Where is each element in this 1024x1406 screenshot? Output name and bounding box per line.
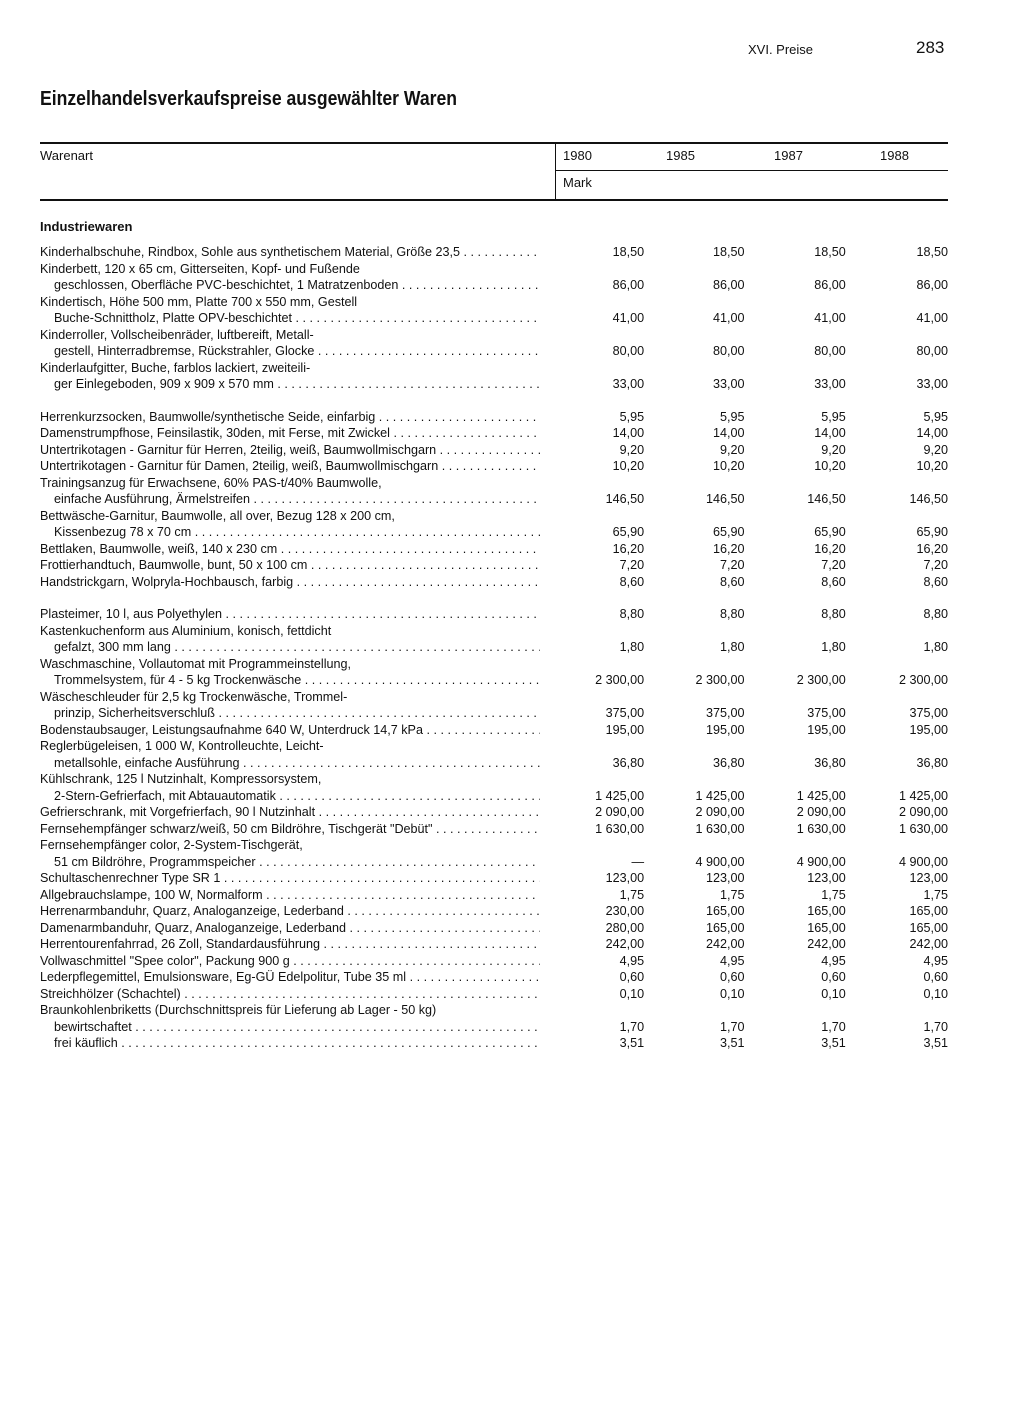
item-description bbox=[40, 738, 540, 771]
price-table bbox=[40, 218, 948, 1052]
price-cell-1988: 10,20 bbox=[916, 459, 948, 473]
price-cell-1980: 1 425,00 bbox=[595, 788, 645, 803]
item-description-line: Bettwäsche-Garnitur, Baumwolle, all over, Bezug 128 x 200 cm, bbox=[40, 508, 395, 523]
price-cell-1987: 65,90 bbox=[814, 525, 846, 539]
item-description bbox=[40, 969, 540, 986]
price-cell-1985: 4 900,00 bbox=[695, 854, 745, 869]
table-row bbox=[40, 458, 948, 475]
item-description bbox=[40, 722, 540, 739]
item-description bbox=[40, 327, 540, 360]
item-description-line: geschlossen, Oberfläche PVC-beschichtet, 1 Matratzenboden . . . bbox=[40, 277, 540, 294]
item-description bbox=[40, 442, 540, 459]
price-cell-1988: 33,00 bbox=[916, 377, 948, 391]
price-cell-1985: 8,80 bbox=[719, 607, 745, 621]
table-row bbox=[40, 327, 948, 360]
item-description-line: 2-Stern-Gefrierfach, mit Abtauautomatik . . . bbox=[40, 788, 540, 805]
table-row bbox=[40, 557, 948, 574]
price-cell-1985: 3,51 bbox=[719, 1036, 745, 1050]
item-description bbox=[40, 837, 540, 870]
price-cell-1987: 1 425,00 bbox=[796, 788, 846, 803]
item-description bbox=[40, 261, 540, 294]
item-description bbox=[40, 804, 540, 821]
price-cell-1985: 7,20 bbox=[719, 558, 745, 572]
unit-label: Mark bbox=[563, 175, 592, 190]
price-cell-1980: 16,20 bbox=[612, 541, 645, 556]
column-header-1985: 1985 bbox=[666, 148, 695, 163]
column-header-warenart: Warenart bbox=[40, 148, 93, 163]
price-cell-1987: 2 300,00 bbox=[796, 673, 846, 687]
price-cell-1988: 1 425,00 bbox=[898, 788, 948, 803]
price-cell-1987: 165,00 bbox=[807, 904, 846, 918]
table-row bbox=[40, 261, 948, 294]
price-cell-1980: 0,60 bbox=[619, 970, 645, 984]
price-cell-1987: 14,00 bbox=[814, 426, 846, 440]
price-cell-1988: 1,80 bbox=[923, 640, 948, 654]
item-description bbox=[40, 887, 540, 904]
item-description bbox=[40, 903, 540, 920]
item-description bbox=[40, 508, 540, 541]
price-cell-1985: 14,00 bbox=[712, 426, 745, 440]
price-cell-1985: 86,00 bbox=[712, 278, 745, 292]
price-cell-1980: 230,00 bbox=[605, 904, 645, 918]
price-cell-1987: 1,70 bbox=[821, 1019, 846, 1034]
item-description-line: Damenstrumpfhose, Feinsilastik, 30den, mit Ferse, mit Zwickel . . . bbox=[40, 425, 540, 442]
price-cell-1980: 80,00 bbox=[612, 344, 645, 358]
price-cell-1980: 65,90 bbox=[612, 525, 645, 539]
price-cell-1987: 8,80 bbox=[821, 607, 846, 621]
table-row bbox=[40, 425, 948, 442]
table-row bbox=[40, 887, 948, 904]
price-cell-1980: 146,50 bbox=[605, 492, 645, 506]
price-cell-1988: 41,00 bbox=[916, 311, 948, 325]
item-description bbox=[40, 606, 540, 623]
price-cell-1987: 41,00 bbox=[814, 311, 846, 325]
price-cell-1980: 1,70 bbox=[619, 1019, 645, 1034]
item-description bbox=[40, 557, 540, 574]
price-cell-1985: 1,70 bbox=[719, 1019, 745, 1034]
price-cell-1980: 2 090,00 bbox=[595, 805, 645, 819]
price-cell-1988: 5,95 bbox=[923, 409, 948, 424]
table-row bbox=[40, 360, 948, 393]
item-description bbox=[40, 409, 540, 426]
price-cell-1988: 80,00 bbox=[916, 344, 948, 358]
price-cell-1988: 123,00 bbox=[909, 871, 948, 885]
price-cell-1980: 41,00 bbox=[612, 311, 645, 325]
item-description bbox=[40, 294, 540, 327]
price-cell-1980: 4,95 bbox=[619, 953, 645, 968]
item-description-line: gefalzt, 300 mm lang . . . bbox=[40, 639, 540, 656]
price-cell-1980: 8,80 bbox=[619, 607, 645, 621]
item-description-line: ger Einlegeboden, 909 x 909 x 570 mm . . . bbox=[40, 376, 540, 393]
item-description-line: Untertrikotagen - Garnitur für Herren, 2teilig, weiß, Baumwollmischgarn . . . bbox=[40, 442, 540, 459]
item-description-line: Herrenarmbanduhr, Quarz, Analoganzeige, Lederband . . . bbox=[40, 903, 540, 920]
column-divider bbox=[555, 142, 556, 200]
price-cell-1988: 8,80 bbox=[923, 607, 948, 621]
price-cell-1987: 3,51 bbox=[821, 1036, 846, 1050]
price-cell-1985: 242,00 bbox=[705, 937, 745, 951]
price-cell-1980: 9,20 bbox=[619, 442, 645, 457]
price-cell-1987: 0,10 bbox=[821, 986, 846, 1001]
price-cell-1988: 146,50 bbox=[909, 492, 948, 506]
price-cell-1987: 165,00 bbox=[807, 920, 846, 935]
price-cell-1988: 9,20 bbox=[923, 442, 948, 457]
price-cell-1985: 4,95 bbox=[719, 953, 745, 968]
item-description bbox=[40, 1035, 540, 1052]
price-cell-1985: 41,00 bbox=[712, 311, 745, 325]
item-description-line: Damenarmbanduhr, Quarz, Analoganzeige, Lederband . . . bbox=[40, 920, 540, 937]
item-description-line: Frottierhandtuch, Baumwolle, bunt, 50 x 100 cm . . . bbox=[40, 557, 540, 574]
price-cell-1985: 1 630,00 bbox=[695, 821, 745, 836]
price-cell-1988: 375,00 bbox=[909, 706, 948, 720]
item-description-line: Waschmaschine, Vollautomat mit Programmeinstellung, bbox=[40, 656, 352, 671]
price-cell-1987: 80,00 bbox=[814, 344, 846, 358]
item-description-line: einfache Ausführung, Ärmelstreifen . . . bbox=[40, 491, 540, 508]
item-description-line: Plasteimer, 10 l, aus Polyethylen . . . bbox=[40, 606, 540, 623]
price-cell-1985: 65,90 bbox=[712, 525, 745, 539]
price-cell-1988: 165,00 bbox=[909, 904, 948, 918]
item-description bbox=[40, 771, 540, 804]
price-cell-1985: 195,00 bbox=[705, 722, 745, 737]
price-cell-1987: 375,00 bbox=[807, 706, 846, 720]
table-row bbox=[40, 1035, 948, 1052]
item-description-line: Lederpflegemittel, Emulsionsware, Eg-GÜ Edelpolitur, Tube 35 ml . . . bbox=[40, 969, 540, 986]
item-description bbox=[40, 360, 540, 393]
price-cell-1985: 1,75 bbox=[719, 887, 745, 902]
page-number: 283 bbox=[916, 38, 945, 57]
price-cell-1988: 16,20 bbox=[916, 541, 948, 556]
table-row bbox=[40, 920, 948, 937]
item-description-line: Kinderroller, Vollscheibenräder, luftbereift, Metall- bbox=[40, 327, 314, 342]
table-row bbox=[40, 656, 948, 689]
price-cell-1988: 195,00 bbox=[909, 722, 948, 737]
price-cell-1988: 0,10 bbox=[923, 986, 948, 1001]
table-top-rule bbox=[40, 142, 948, 144]
table-row bbox=[40, 722, 948, 739]
item-description bbox=[40, 953, 540, 970]
price-cell-1988: 2 090,00 bbox=[898, 805, 948, 819]
price-cell-1988: 36,80 bbox=[916, 755, 948, 770]
item-description-line: Untertrikotagen - Garnitur für Damen, 2teilig, weiß, Baumwollmischgarn . . . bbox=[40, 458, 540, 475]
price-cell-1988: 4 900,00 bbox=[898, 854, 948, 869]
table-row bbox=[40, 541, 948, 558]
price-cell-1987: 7,20 bbox=[821, 558, 846, 572]
table-row bbox=[40, 442, 948, 459]
price-cell-1987: 123,00 bbox=[807, 871, 846, 885]
table-row bbox=[40, 574, 948, 591]
price-cell-1987: 9,20 bbox=[821, 442, 846, 457]
group-spacer bbox=[40, 393, 948, 409]
table-row bbox=[40, 804, 948, 821]
price-cell-1980: 280,00 bbox=[605, 920, 645, 935]
item-description bbox=[40, 475, 540, 508]
price-cell-1985: 1 425,00 bbox=[695, 788, 745, 803]
price-cell-1980: 18,50 bbox=[612, 245, 645, 259]
column-header-1987: 1987 bbox=[774, 148, 803, 163]
price-cell-1980: 8,60 bbox=[619, 574, 645, 589]
item-description-line: 51 cm Bildröhre, Programmspeicher . . . bbox=[40, 854, 540, 871]
price-cell-1988: 3,51 bbox=[923, 1036, 948, 1050]
item-description-line: Vollwaschmittel "Spee color", Packung 900 g . . . bbox=[40, 953, 540, 970]
item-description-line: Trommelsystem, für 4 - 5 kg Trockenwäsche . . . bbox=[40, 672, 540, 689]
price-cell-1985: 5,95 bbox=[719, 409, 745, 424]
price-cell-1980: 1,80 bbox=[619, 640, 645, 654]
price-cell-1985: 36,80 bbox=[712, 755, 745, 770]
price-cell-1988: 8,60 bbox=[923, 574, 948, 589]
table-row bbox=[40, 689, 948, 722]
item-description bbox=[40, 541, 540, 558]
page-title: Einzelhandelsverkaufspreise ausgewählter Waren bbox=[40, 88, 458, 110]
item-description bbox=[40, 920, 540, 937]
table-row bbox=[40, 969, 948, 986]
item-description-line: Handstrickgarn, Wolpryla-Hochbausch, farbig . . . bbox=[40, 574, 540, 591]
price-cell-1985: 1,80 bbox=[719, 640, 745, 654]
price-cell-1985: 0,60 bbox=[719, 970, 745, 984]
table-row bbox=[40, 936, 948, 953]
price-cell-1980: 14,00 bbox=[612, 426, 645, 440]
item-description-line: Bodenstaubsauger, Leistungsaufnahme 640 W, Unterdruck 14,7 kPa . . . bbox=[40, 722, 540, 739]
price-cell-1988: 242,00 bbox=[909, 937, 948, 951]
table-row bbox=[40, 475, 948, 508]
item-description bbox=[40, 574, 540, 591]
price-cell-1987: 1,75 bbox=[821, 887, 846, 902]
price-cell-1987: 195,00 bbox=[807, 722, 846, 737]
price-cell-1985: 375,00 bbox=[705, 706, 745, 720]
price-cell-1985: 8,60 bbox=[719, 574, 745, 589]
price-cell-1980: 7,20 bbox=[619, 558, 645, 572]
table-row bbox=[40, 294, 948, 327]
item-description-line: Schultaschenrechner Type SR 1 . . . bbox=[40, 870, 540, 887]
price-cell-1987: 0,60 bbox=[821, 970, 846, 984]
price-cell-1987: 1,80 bbox=[821, 640, 846, 654]
column-header-1980: 1980 bbox=[563, 148, 592, 163]
table-row bbox=[40, 409, 948, 426]
price-cell-1987: 4 900,00 bbox=[796, 854, 846, 869]
price-cell-1980: 36,80 bbox=[612, 755, 645, 770]
item-description-line: frei käuflich . . . bbox=[40, 1035, 540, 1052]
price-cell-1987: 242,00 bbox=[807, 937, 846, 951]
section-header: XVI. Preise bbox=[748, 42, 814, 57]
item-description bbox=[40, 244, 540, 261]
price-cell-1980: 1,75 bbox=[619, 887, 645, 902]
table-row bbox=[40, 1019, 948, 1036]
price-cell-1985: 146,50 bbox=[705, 492, 745, 506]
price-cell-1985: 10,20 bbox=[712, 459, 745, 473]
price-cell-1985: 18,50 bbox=[712, 245, 745, 259]
item-description-line: Herrentourenfahrrad, 26 Zoll, Standardausführung . . . bbox=[40, 936, 540, 953]
item-description-line: Fernsehempfänger color, 2-System-Tischgerät, bbox=[40, 838, 303, 852]
price-cell-1988: 65,90 bbox=[916, 525, 948, 539]
price-cell-1988: 18,50 bbox=[916, 245, 948, 259]
item-description-line: gestell, Hinterradbremse, Rückstrahler, Glocke . . . bbox=[40, 343, 540, 360]
item-description-line: Kindertisch, Höhe 500 mm, Platte 700 x 550 mm, Gestell bbox=[40, 294, 358, 309]
price-cell-1987: 18,50 bbox=[814, 245, 846, 259]
table-row bbox=[40, 953, 948, 970]
header-divider bbox=[555, 170, 948, 171]
item-description-line: Kinderlaufgitter, Buche, farblos lackiert, zweiteili- bbox=[40, 360, 311, 375]
item-description-line: Kühlschrank, 125 l Nutzinhalt, Kompressorsystem, bbox=[40, 772, 322, 786]
price-cell-1985: 16,20 bbox=[712, 541, 745, 556]
price-cell-1988: 7,20 bbox=[923, 558, 948, 572]
price-cell-1985: 2 090,00 bbox=[695, 805, 745, 819]
price-cell-1980: 86,00 bbox=[612, 278, 645, 292]
table-row bbox=[40, 1002, 948, 1019]
table-row bbox=[40, 837, 948, 870]
item-description-line: Gefrierschrank, mit Vorgefrierfach, 90 l Nutzinhalt . . . bbox=[40, 804, 540, 821]
item-description bbox=[40, 870, 540, 887]
item-description bbox=[40, 1002, 528, 1019]
item-description-line: Kinderhalbschuhe, Rindbox, Sohle aus synthetischem Material, Größe 23,5 . . . bbox=[40, 244, 540, 261]
price-cell-1980: 0,10 bbox=[619, 986, 645, 1001]
item-description bbox=[40, 986, 540, 1003]
price-cell-1988: 86,00 bbox=[916, 278, 948, 292]
item-description bbox=[40, 425, 540, 442]
table-row bbox=[40, 870, 948, 887]
item-description-line: Kissenbezug 78 x 70 cm . . . bbox=[40, 524, 540, 541]
table-row bbox=[40, 903, 948, 920]
table-row bbox=[40, 986, 948, 1003]
item-description-line: Allgebrauchslampe, 100 W, Normalform . . . bbox=[40, 887, 540, 904]
item-description-line: Herrenkurzsocken, Baumwolle/synthetische Seide, einfarbig . . . bbox=[40, 409, 540, 426]
table-row bbox=[40, 508, 948, 541]
price-cell-1988: 14,00 bbox=[916, 426, 948, 440]
price-cell-1980: 3,51 bbox=[619, 1036, 645, 1050]
table-row bbox=[40, 821, 948, 838]
price-cell-1987: 146,50 bbox=[807, 492, 846, 506]
section-heading: Industriewaren bbox=[40, 219, 133, 234]
item-description bbox=[40, 689, 540, 722]
price-cell-1985: 33,00 bbox=[712, 377, 745, 391]
price-cell-1987: 36,80 bbox=[814, 755, 846, 770]
price-cell-1988: 165,00 bbox=[909, 920, 948, 935]
price-cell-1980: 33,00 bbox=[612, 377, 645, 391]
price-cell-1980: 123,00 bbox=[605, 871, 645, 885]
price-cell-1980: 10,20 bbox=[612, 459, 645, 473]
price-cell-1988: 2 300,00 bbox=[898, 673, 948, 687]
price-cell-1987: 33,00 bbox=[814, 377, 846, 391]
item-description bbox=[40, 1019, 540, 1036]
price-cell-1980: 5,95 bbox=[619, 409, 645, 424]
table-row bbox=[40, 771, 948, 804]
item-description-line: Buche-Schnittholz, Platte OPV-beschichtet . . . bbox=[40, 310, 540, 327]
item-description-line: Kinderbett, 120 x 65 cm, Gitterseiten, Kopf- und Fußende bbox=[40, 261, 360, 276]
price-cell-1985: 165,00 bbox=[705, 904, 745, 918]
column-header-1988: 1988 bbox=[880, 148, 909, 163]
item-description bbox=[40, 623, 540, 656]
price-cell-1987: 2 090,00 bbox=[796, 805, 846, 819]
price-cell-1985: 165,00 bbox=[705, 920, 745, 935]
price-cell-1987: 10,20 bbox=[814, 459, 846, 473]
table-row bbox=[40, 606, 948, 623]
price-cell-1987: 4,95 bbox=[821, 953, 846, 968]
item-description-line: bewirtschaftet . . . bbox=[40, 1019, 540, 1036]
price-cell-1987: 16,20 bbox=[814, 541, 846, 556]
price-cell-1980: 2 300,00 bbox=[595, 673, 645, 687]
price-cell-1980: 195,00 bbox=[605, 722, 645, 737]
price-cell-1988: 4,95 bbox=[923, 953, 948, 968]
table-row bbox=[40, 738, 948, 771]
price-cell-1980: 1 630,00 bbox=[595, 821, 645, 836]
item-description bbox=[40, 936, 540, 953]
price-cell-1980: 375,00 bbox=[605, 706, 645, 720]
item-description-line: prinzip, Sicherheitsverschluß . . . bbox=[40, 705, 540, 722]
price-cell-1988: 0,60 bbox=[923, 970, 948, 984]
group-spacer bbox=[40, 590, 948, 606]
item-description-line: metallsohle, einfache Ausführung . . . bbox=[40, 755, 540, 772]
price-cell-1985: 9,20 bbox=[719, 442, 745, 457]
item-description bbox=[40, 821, 540, 838]
price-cell-1987: 8,60 bbox=[821, 574, 846, 589]
price-cell-1985: 123,00 bbox=[705, 871, 745, 885]
price-cell-1988: 1,70 bbox=[923, 1019, 948, 1034]
price-cell-1985: 80,00 bbox=[712, 344, 745, 358]
price-cell-1987: 1 630,00 bbox=[796, 821, 846, 836]
item-description-line: Fernsehempfänger schwarz/weiß, 50 cm Bildröhre, Tischgerät "Debüt" . . . bbox=[40, 821, 540, 838]
price-cell-1985: 2 300,00 bbox=[695, 673, 745, 687]
item-description bbox=[40, 458, 540, 475]
price-cell-1987: 86,00 bbox=[814, 278, 846, 292]
price-cell-1987: 5,95 bbox=[821, 409, 846, 424]
price-cell-1980: — bbox=[631, 854, 645, 869]
item-description-line: Trainingsanzug für Erwachsene, 60% PAS-t/40% Baumwolle, bbox=[40, 475, 382, 490]
item-description bbox=[40, 656, 540, 689]
item-description-line: Reglerbügeleisen, 1 000 W, Kontrolleuchte, Leicht- bbox=[40, 739, 324, 753]
price-cell-1985: 0,10 bbox=[719, 986, 745, 1001]
item-description-line: Streichhölzer (Schachtel) . . . bbox=[40, 986, 540, 1003]
price-cell-1988: 1 630,00 bbox=[898, 821, 948, 836]
item-description-line: Kastenkuchenform aus Aluminium, konisch, fettdicht bbox=[40, 623, 332, 638]
item-description-line: Braunkohlenbriketts (Durchschnittspreis für Lieferung ab Lager - 50 kg) bbox=[40, 1003, 437, 1017]
price-cell-1988: 1,75 bbox=[923, 887, 948, 902]
item-description-line: Bettlaken, Baumwolle, weiß, 140 x 230 cm . . . bbox=[40, 541, 540, 558]
item-description-line: Wäscheschleuder für 2,5 kg Trockenwäsche, Trommel- bbox=[40, 689, 348, 704]
price-cell-1980: 242,00 bbox=[605, 937, 645, 951]
table-header-bottom-rule bbox=[40, 199, 948, 201]
table-row bbox=[40, 244, 948, 261]
table-row bbox=[40, 623, 948, 656]
